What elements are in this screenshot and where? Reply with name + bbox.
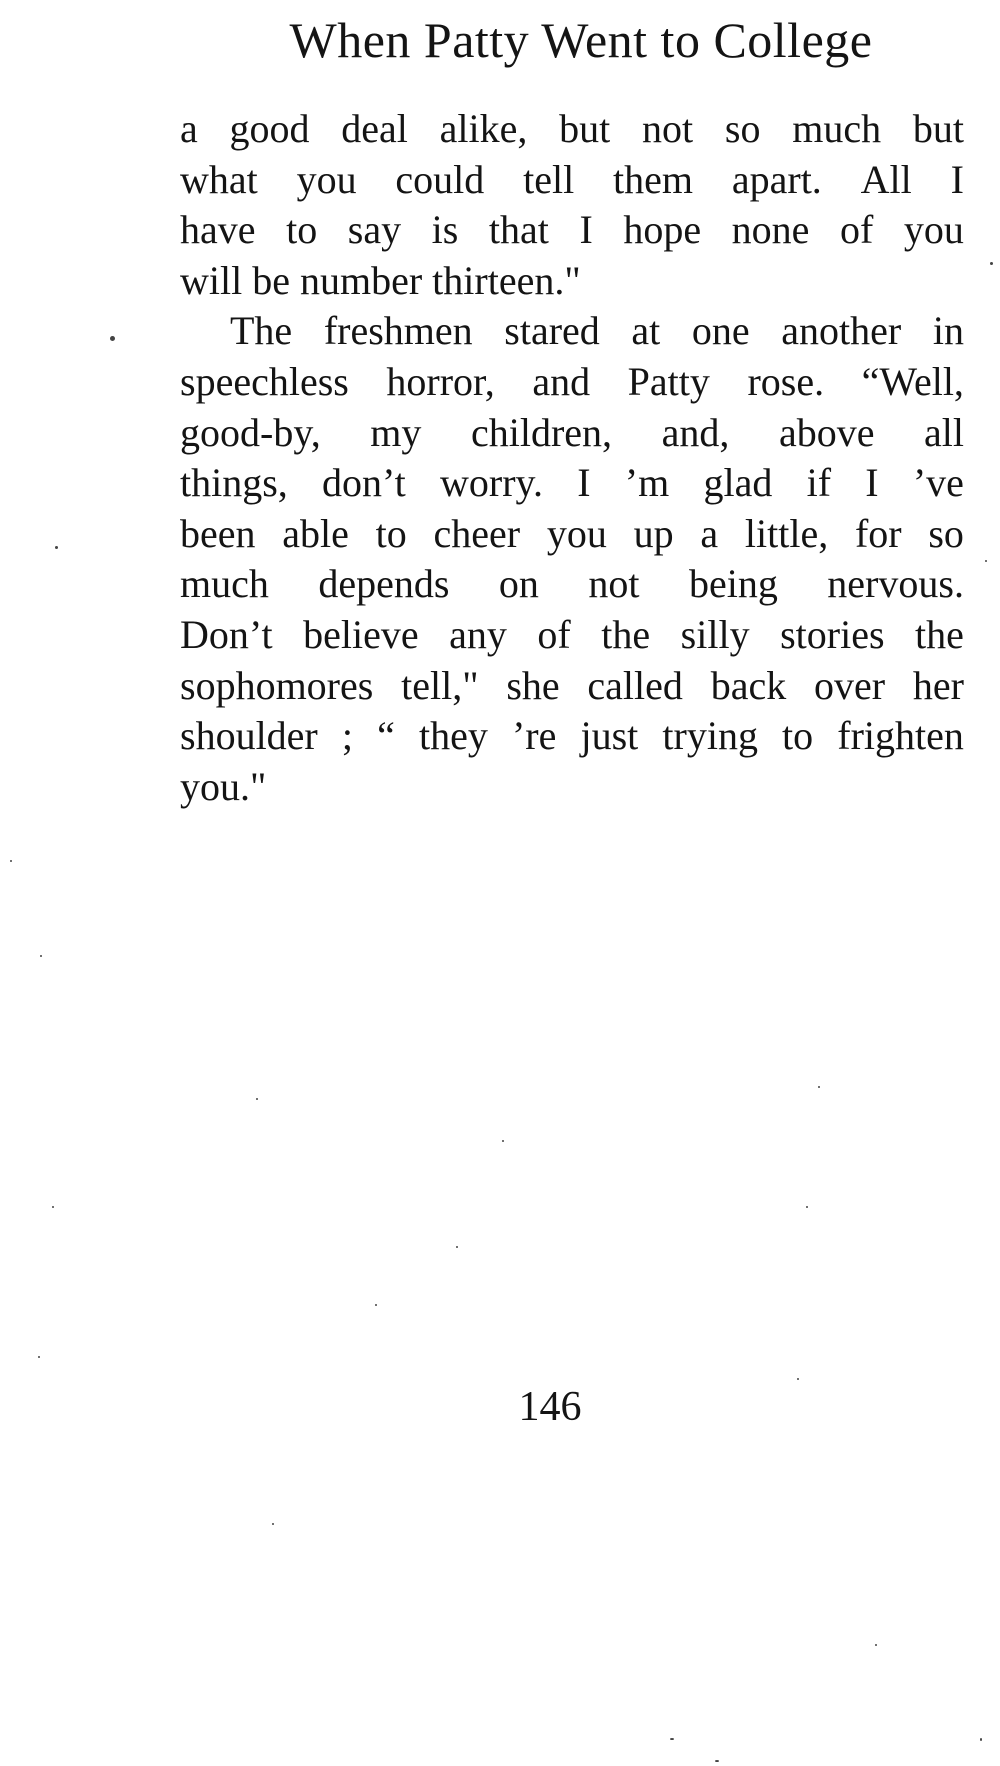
word: her (912, 662, 964, 708)
word: you (903, 207, 964, 253)
word: good (229, 106, 310, 151)
word: called (587, 662, 683, 708)
text-line (180, 357, 964, 408)
scan-speck (715, 1760, 719, 1762)
word: above (778, 409, 875, 455)
word: just (580, 713, 639, 759)
word: that (488, 207, 549, 253)
text-line (180, 104, 964, 155)
word: you (546, 510, 607, 556)
word: ; (341, 713, 353, 759)
word: frighten (837, 713, 964, 759)
word: not (642, 106, 694, 151)
word: ’m (624, 460, 670, 506)
word: little, (744, 510, 829, 556)
word: “Well, (861, 358, 964, 404)
word: what (180, 156, 258, 202)
scan-speck (875, 1644, 877, 1646)
word: not (588, 561, 640, 607)
text-line (180, 155, 964, 206)
word: good-by, (180, 409, 321, 455)
text-line: you." (180, 763, 267, 809)
page-number: 146 (518, 1384, 582, 1430)
word: to (782, 713, 814, 759)
word: nervous. (827, 561, 964, 607)
word: stories (780, 611, 885, 657)
word: a (700, 510, 719, 556)
word: speechless (180, 358, 349, 404)
scan-speck (272, 1523, 274, 1525)
word: being (688, 561, 778, 607)
word: my (370, 409, 422, 455)
word: the (601, 611, 651, 657)
text-line (180, 205, 964, 256)
scan-speck (52, 1206, 54, 1208)
word: on (498, 561, 539, 607)
body-text (180, 104, 964, 812)
word: shoulder (180, 713, 318, 759)
word: the (915, 611, 964, 657)
scan-speck (806, 1206, 808, 1208)
scan-speck (502, 1140, 504, 1142)
word: horror, (386, 358, 495, 404)
word: could (395, 156, 485, 202)
word: rose. (747, 358, 825, 404)
word: All (860, 156, 912, 202)
text-line (180, 509, 964, 560)
text-line (180, 306, 964, 357)
scan-speck (985, 560, 987, 562)
word: silly (680, 611, 750, 657)
word: things, (180, 460, 288, 506)
scan-speck (40, 955, 42, 957)
word: hope (623, 207, 702, 253)
word: and (532, 358, 591, 404)
text-line (180, 559, 964, 610)
word: cheer (433, 510, 521, 556)
word: have (180, 207, 256, 253)
word: alike, (439, 106, 528, 151)
text-line (180, 661, 964, 712)
word: I (950, 156, 964, 202)
word: one (691, 308, 750, 354)
text-line (180, 711, 964, 762)
word: is (431, 207, 459, 253)
word: if (806, 460, 832, 506)
word: children, (470, 409, 613, 455)
scan-speck (670, 1738, 674, 1740)
word: to (286, 207, 318, 253)
word: apart. (731, 156, 822, 202)
word: but (559, 106, 611, 151)
scan-speck (456, 1246, 458, 1248)
running-head: When Patty Went to College (289, 12, 873, 68)
word: but (912, 106, 964, 151)
word: tell," (401, 662, 479, 708)
word: all (924, 409, 964, 455)
word: tell (523, 156, 575, 202)
text-line (180, 610, 964, 661)
word: of (537, 611, 571, 657)
scan-speck (10, 860, 12, 862)
scan-speck (375, 1304, 377, 1306)
word: deal (341, 106, 408, 151)
word: much (180, 561, 269, 607)
scan-speck (990, 262, 993, 265)
word: don’t (322, 460, 406, 506)
word: been (180, 510, 256, 556)
word: say (347, 207, 402, 253)
word: ’ve (912, 460, 964, 506)
scan-speck (980, 1738, 982, 1741)
word: them (613, 156, 694, 202)
word: I (577, 460, 591, 506)
word: I (865, 460, 879, 506)
word: trying (662, 713, 758, 759)
word: ’re (511, 713, 557, 759)
scan-speck (110, 336, 115, 341)
word: so (928, 510, 964, 556)
word: back (710, 662, 787, 708)
word: freshmen (323, 308, 473, 354)
word: in (932, 308, 964, 354)
word: and, (661, 409, 730, 455)
text-line: will be number thirteen." (180, 257, 581, 303)
word: Patty (627, 358, 710, 404)
scan-speck (38, 1356, 40, 1358)
word: to (375, 510, 407, 556)
word: sophomores (180, 662, 374, 708)
word: able (282, 510, 349, 556)
word: they (418, 713, 488, 759)
word: stared (504, 308, 600, 354)
word: believe (303, 611, 419, 657)
word: so (724, 106, 761, 151)
word: another (781, 308, 902, 354)
word: The (230, 308, 293, 354)
word: she (506, 662, 560, 708)
scan-speck (797, 1378, 799, 1380)
word: over (814, 662, 886, 708)
word: I (579, 207, 593, 253)
word: for (854, 510, 902, 556)
word: up (633, 510, 674, 556)
word: “ (377, 713, 395, 759)
scan-speck (55, 546, 58, 549)
word: at (631, 308, 661, 354)
word: depends (318, 561, 450, 607)
text-line (180, 408, 964, 459)
word: worry. (440, 460, 543, 506)
word: much (792, 106, 882, 151)
word: none (731, 207, 810, 253)
word: a (180, 106, 198, 151)
text-line (180, 458, 964, 509)
word: glad (703, 460, 773, 506)
word: you (296, 156, 357, 202)
word: any (449, 611, 507, 657)
scan-speck (818, 1086, 820, 1088)
word: of (840, 207, 874, 253)
word: Don’t (180, 611, 273, 657)
scan-speck (256, 1098, 258, 1100)
